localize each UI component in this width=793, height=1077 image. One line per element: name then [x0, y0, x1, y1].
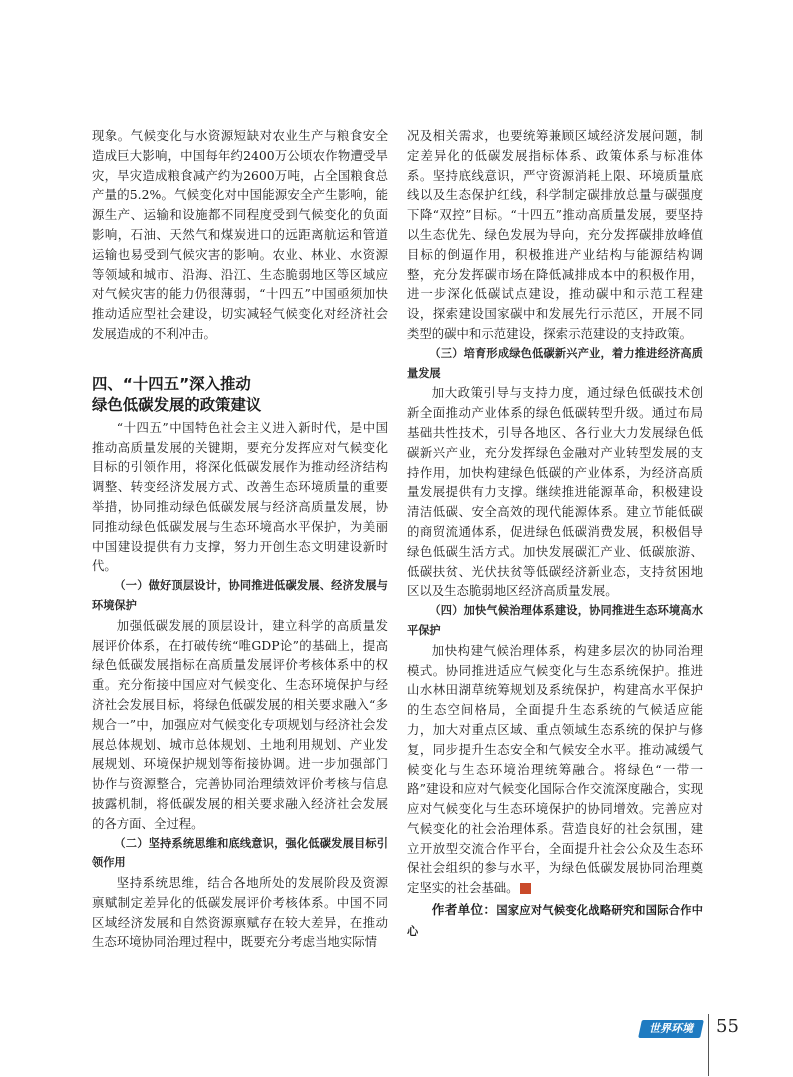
subsection-2-paragraph: 坚持系统思维，结合各地所处的发展阶段及资源禀赋制定差异化的低碳发展评价考核体系。中国不同区域经济发展和自然资源禀赋存在较大差异，在推动生态环境协同治理过程中，既要充分考虑当地实际情 — [92, 875, 388, 950]
subsection-4-text: 加快构建气候治理体系，构建多层次的协同治理模式。协同推进适应气候变化与生态系统保护。推进山水林田湖草统筹规划及系统保护，构建高水平保护的生态空间格局，全面提升生态系统的气候适应能力，加大对重点区域、重点领域生态系统的保护与修复，同步提升生态安全和气候安全水平。推动减缓气候变化与生态环境治理统筹融合。将绿色“一带一路”建设和应对气候变化国际合作交流深度融合，实现应对气候变化与生态环境保护的协同增效。完善应对气候变化的社会治理体系。营造良好的社会氛围，建立开放型交流合作平台，全面提升社会公众及生态环保社会组织的参与水平，为绿色低碳发展协同治理奠定坚实的社会基础。 — [407, 642, 703, 896]
subheading-4: （四）加快气候治理体系建设，协同推进生态环境高水平保护 — [407, 604, 703, 637]
subheading-3: （三）培育形成绿色低碳新兴产业，着力推进经济高质量发展 — [407, 346, 703, 380]
subsection-3-paragraph: 加大政策引导与支持力度，通过绿色低碳技术创新全面推动产业体系的绿色低碳转型升级。通过布局基础共性技术，引导各地区、各行业大力发展绿色低碳新兴产业，充分发挥绿色金融对产业转型发展的支持作用，加快构建绿色低碳的产业体系，为经济高质量发展提供有力支撑。继续推进能源革命，积极建设清洁低碳、安全高效的现代能源体系。建立节能低碳的商贸流通体系，促进绿色低碳消费发展，积极倡导绿色低碳生活方式。加快发展碳汇产业、低碳旅游、低碳扶贫、光伏扶贫等低碳经济新业态，支持贫困地区以及生态脆弱地区经济高质量发展。 — [407, 385, 703, 599]
author-label: 作者单位： — [431, 902, 497, 918]
page-number: 55 — [716, 1016, 739, 1037]
section-heading-line2: 绿色低碳发展的政策建议 — [92, 395, 262, 414]
section-heading-line1: 四、“十四五”深入推动 — [92, 374, 251, 393]
subheading-2: （二）坚持系统思维和底线意识，强化低碳发展目标引领作用 — [92, 836, 388, 870]
author-line — [407, 900, 703, 942]
footer-divider — [708, 1014, 709, 1076]
subsection-4-paragraph — [407, 641, 703, 898]
section-intro-paragraph: “十四五”中国特色社会主义进入新时代，是中国推动高质量发展的关键期，要充分发挥应对气候变化目标的引领作用，将深化低碳发展作为推动经济结构调整、转变经济发展方式、改善生态环境质量的重要举措，协同推动绿色低碳发展与经济高质量发展，协同推动绿色低碳发展与生态环境高水平保护，为美丽中国建设提供有力支撑，努力开创生态文明建设新时代。 — [92, 419, 388, 574]
subheading-1: （一）做好顶层设计，协同推进低碳发展、经济发展与环境保护 — [92, 579, 388, 612]
end-mark-icon: 田 — [520, 883, 531, 894]
author-affiliation: 国家应对气候变化战略研究和国际合作中心 — [407, 904, 703, 938]
left-column — [92, 126, 388, 952]
magazine-logo — [638, 1020, 704, 1038]
section-heading — [92, 374, 388, 416]
subsection-1-paragraph: 加强低碳发展的顶层设计，建立科学的高质量发展评价体系，在打破传统“唯GDP论”的基础上，提高绿色低碳发展指标在高质量发展评价考核体系中的权重。充分衔接中国应对气候变化、生态环境保护与经济社会发展目标，将绿色低碳发展的相关要求融入“多规合一”中，加强应对气候变化专项规划与经济社会发展总体规划、城市总体规划、土地利用规划、产业发展规划、环境保护规划等衔接协调。进一步加强部门协作与资源整合，完善协同治理绩效评价考核与信息披露机制，将低碳发展的相关要求融入经济社会发展的各方面、全过程。 — [92, 617, 388, 831]
right-column — [407, 126, 703, 942]
magazine-logo-text: 世界环境 — [649, 1022, 693, 1035]
continued-paragraph: 况及相关需求，也要统筹兼顾区域经济发展问题，制定差异化的低碳发展指标体系、政策体系与标准体系。坚持底线意识，严守资源消耗上限、环境质量底线以及生态保护红线，科学制定碳排放总量与碳强度下降“双控”目标。“十四五”推动高质量发展，要坚持以生态优先、绿色发展为导向，充分发挥碳排放峰值目标的倒逼作用，积极推进产业结构与能源结构调整，充分发挥碳市场在降低减排成本中的积极作用，进一步深化低碳试点建设，推动碳中和示范工程建设，探索建设国家碳中和发展先行示范区，开展不同类型的碳中和示范建设，探索示范建设的支持政策。 — [407, 128, 703, 341]
intro-paragraph: 现象。气候变化与水资源短缺对农业生产与粮食安全造成巨大影响，中国每年约2400万公顷农作物遭受旱灾，旱灾造成粮食减产约为2600万吨，占全国粮食总产量的5.2%。气候变化对中国能源安全产生影响，能源生产、运输和设施都不同程度受到气候变化的负面影响，石油、天然气和煤炭进口的远距离航运和管道运输也易受到气候灾害的影响。农业、林业、水资源等领域和城市、沿海、沿江、生态脆弱地区等区域应对气候灾害的能力仍很薄弱，“十四五”中国亟须加快推动适应型社会建设，切实减轻气候变化对经济社会发展造成的不利冲击。 — [92, 128, 388, 341]
